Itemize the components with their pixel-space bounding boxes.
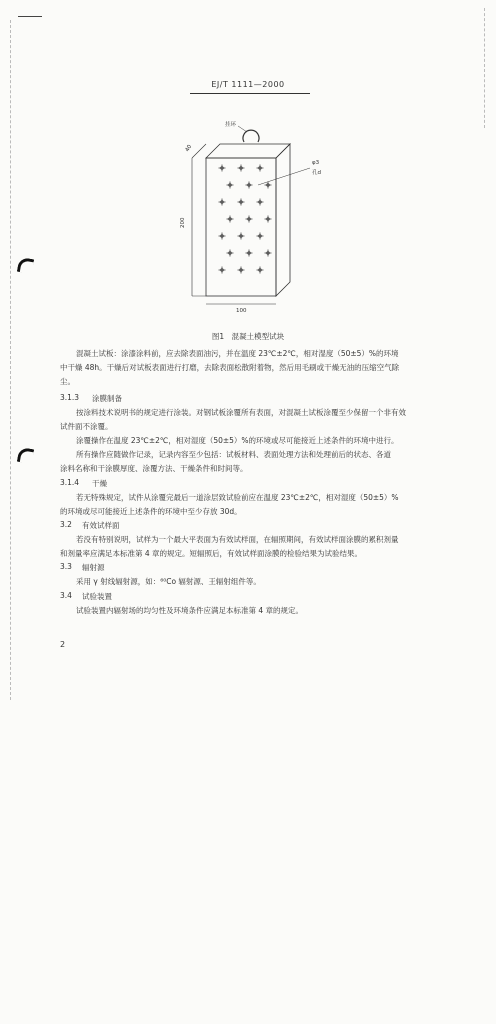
section-heading: 有效试样面 [82,521,120,530]
hole-grid [219,165,272,274]
page-number: 2 [60,640,66,649]
paragraph-line: 尘。 [60,377,75,386]
paragraph-line: 和剂量率应满足本标准第 4 章的规定。短辐照后，有效试样面涂膜的检验结果为试验结果。 [60,549,363,558]
hole-marker [246,182,253,189]
header-rule [190,93,310,94]
hole-marker [238,267,245,274]
paragraph-line: 混凝土试板：涂漆涂料前，应去除表面油污，并在温度 23℃±2℃，相对湿度（50±5）%的环境 [76,349,399,358]
hole-marker [238,165,245,172]
block-side-face [276,144,290,296]
section-number: 3.2 [60,520,72,529]
top-margin-mark [18,16,42,17]
section-number: 3.1.3 [60,393,80,402]
paragraph-line: 的环境或尽可能接近上述条件的环境中至少存放 30d。 [60,507,242,516]
concrete-specimen-figure [170,118,340,328]
hole-marker [246,250,253,257]
hole-marker [257,199,264,206]
binding-hole-mark [17,257,34,274]
hole-marker [219,267,226,274]
figure-label-hole: 孔d [312,170,321,176]
hole-marker [219,165,226,172]
paragraph-line: 涂覆操作在温度 23℃±2℃，相对湿度（50±5）%的环境或尽可能接近上述条件的环境中进行。 [76,436,399,445]
hole-marker [265,216,272,223]
binding-hole-mark [17,447,34,464]
left-scan-edge [10,20,11,700]
hole-marker [265,250,272,257]
document-code-header: EJ/T 1111—2000 [211,80,285,89]
paragraph-line: 采用 γ 射线辐射源，如：⁶⁰Co 辐射源、王辐射组件等。 [76,577,261,586]
right-scan-edge [484,8,485,128]
hole-marker [238,233,245,240]
hole-marker [227,216,234,223]
block-front-face [206,158,276,296]
hole-marker [219,199,226,206]
section-number: 3.4 [60,591,72,600]
section-number: 3.3 [60,562,72,571]
section-heading: 干燥 [92,479,107,488]
figure-dim-width: 100 [236,308,247,314]
hole-marker [257,165,264,172]
paragraph-line: 试件面不涂覆。 [60,422,113,431]
section-number: 3.1.4 [60,478,80,487]
paragraph-line: 涂料名称和干涂膜厚度、涂覆方法、干燥条件和时间等。 [60,464,248,473]
figure-dim-depth: 40 [184,143,194,153]
figure-caption: 图1 混凝土模型试块 [211,332,285,341]
hole-marker [257,267,264,274]
hole-marker [227,182,234,189]
block-top-face [206,144,290,158]
hanging-ring [243,130,259,142]
paragraph-line: 若无特殊规定，试件从涂覆完最后一道涂层致试验前应在温度 23℃±2℃，相对湿度（50±5）% [76,493,399,502]
paragraph-line: 所有操作应随做作记录，记录内容至少包括：试板材料、表面处理方法和处理前后的状态、各道 [76,450,391,459]
figure-label-ring: 挂环 [225,122,237,128]
hole-marker [246,216,253,223]
section-heading: 辐射源 [82,563,105,572]
paragraph-line: 中干燥 48h。干燥后对试板表面进行打磨，去除表面松散附着物，然后用毛刷或干燥无油的压缩空气除 [60,363,400,372]
figure-dim-height: 200 [180,217,186,228]
hole-marker [238,199,245,206]
section-heading: 试验装置 [82,592,112,601]
hole-marker [257,233,264,240]
paragraph-line: 试验装置内辐射场的均匀性及环境条件应满足本标准第 4 章的规定。 [76,606,304,615]
hole-marker [219,233,226,240]
paragraph-line: 按涂料技术说明书的规定进行涂装。对钢试板涂覆所有表面，对混凝土试板涂覆至少保留一个非有效 [76,408,406,417]
hole-marker [227,250,234,257]
section-heading: 涂膜制备 [92,394,122,403]
paragraph-line: 若没有特别说明，试样为一个最大平表面为有效试样面，在辐照期间，有效试样面涂膜的累积剂量 [76,535,399,544]
figure-label-hole-size: φ3 [312,160,320,166]
